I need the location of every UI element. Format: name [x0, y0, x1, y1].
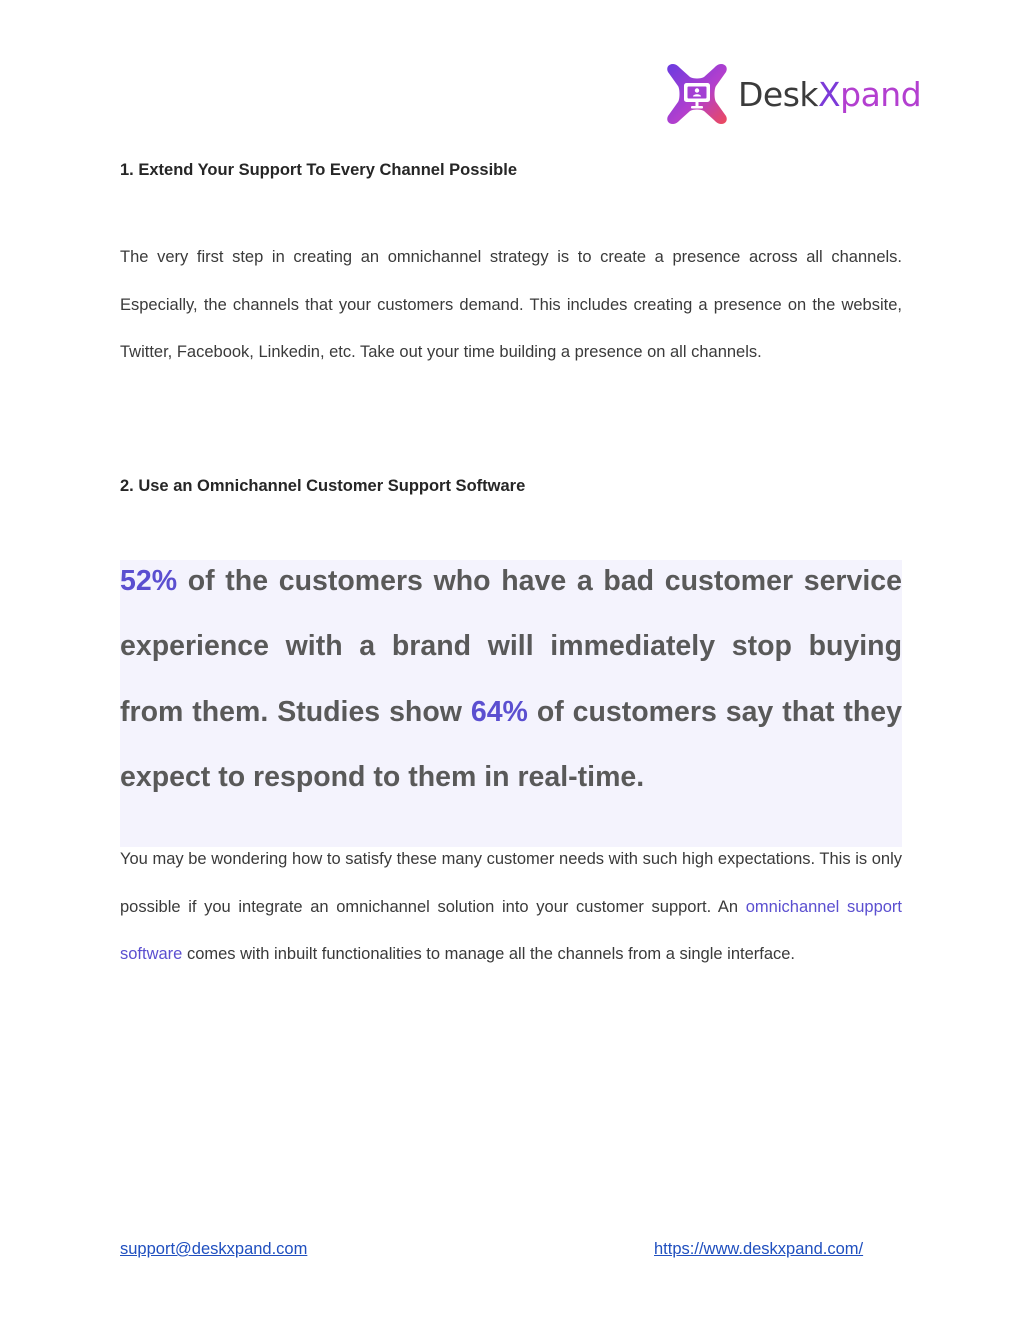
paragraph-text-before-link: You may be wondering how to satisfy these many customer needs with such high expectations. This is only possible if you integrate an omnichannel solution into your customer support. An	[120, 850, 902, 916]
section2-heading: 2. Use an Omnichannel Customer Support Software	[120, 477, 526, 495]
stat-64-percent: 64%	[470, 695, 528, 728]
section1-paragraph: The very first step in creating an omnichannel strategy is to create a presence across all channels. Especially, the channels that your customers demand. This includes creating a presence on the website, Twitter, Facebook, Linkedin, etc. Take out your time building a presence on all channels.	[120, 248, 902, 362]
monitor-in-x-icon	[664, 61, 730, 127]
omnichannel-software-link[interactable]: omnichannel support software	[120, 897, 903, 964]
brand-name-part2: X	[818, 74, 841, 114]
paragraph-text-after-link: comes with inbuilt functionalities to manage all the channels from a single interface.	[182, 945, 796, 964]
brand-name-part3: pand	[840, 74, 922, 114]
stat-52-percent: 52%	[120, 565, 178, 597]
footer-email-link[interactable]: support@deskxpand.com	[120, 1240, 308, 1258]
callout-text-part2: of customers say that they expect to respond to them in real-time.	[120, 695, 902, 793]
section2-paragraph	[120, 836, 902, 979]
footer-website-link[interactable]: https://www.deskxpand.com/	[654, 1240, 864, 1258]
section1-heading: 1. Extend Your Support To Every Channel Possible	[120, 161, 517, 179]
brand-name	[738, 74, 922, 114]
callout-text-part1: of the customers who have a bad customer service experience with a brand will immediately stop buying from them. Studies show	[120, 565, 902, 728]
brand-name-part1: Desk	[738, 74, 819, 114]
brand-logo	[664, 60, 921, 128]
stats-callout-text	[120, 549, 902, 810]
